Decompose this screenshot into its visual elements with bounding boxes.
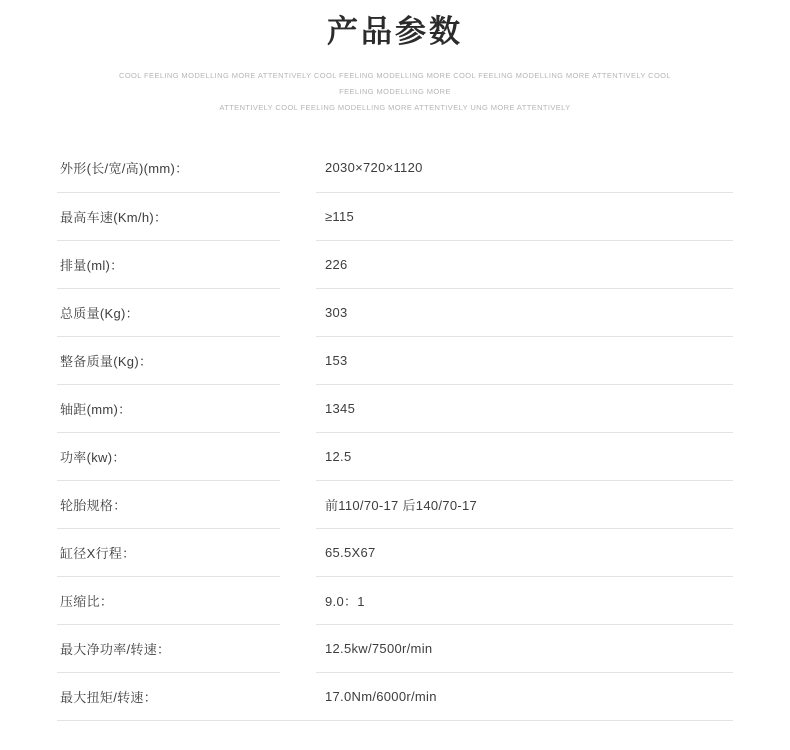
spec-value: 153 [316, 336, 733, 384]
spec-label: 轴距(mm)： [57, 384, 280, 432]
spec-value: 226 [316, 240, 733, 288]
spec-value: 12.5kw/7500r/min [316, 624, 733, 672]
page-title: 产品参数 [327, 14, 463, 50]
spec-label: 缸径X行程： [57, 528, 280, 576]
spacer-cell [280, 336, 316, 384]
spacer-cell [280, 384, 316, 432]
spec-label: 最高车速(Km/h)： [57, 192, 280, 240]
spacer-cell [280, 192, 316, 240]
spec-label: 总质量(Kg)： [57, 288, 280, 336]
table-row [57, 192, 733, 240]
spacer-cell [280, 240, 316, 288]
table-row [57, 336, 733, 384]
spacer-cell [280, 144, 316, 192]
spec-value: 9.0：1 [316, 576, 733, 624]
spec-value: 65.5X67 [316, 528, 733, 576]
spacer-cell [280, 672, 316, 720]
spec-value: 2030×720×1120 [316, 144, 733, 192]
table-row [57, 480, 733, 528]
spec-value: 12.5 [316, 432, 733, 480]
spec-value: 1345 [316, 384, 733, 432]
spec-label: 轮胎规格： [57, 480, 280, 528]
specifications-table-body [57, 144, 733, 720]
subtitle-line-2: ATTENTIVELY COOL FEELING MODELLING MORE ATTENTIVELY UNG MORE ATTENTIVELY [219, 103, 571, 112]
table-row [57, 144, 733, 192]
spec-label: 最大扭矩/转速： [57, 672, 280, 720]
spec-label: 压缩比： [57, 576, 280, 624]
spec-label: 最大净功率/转速： [57, 624, 280, 672]
table-row [57, 624, 733, 672]
spec-value: 17.0Nm/6000r/min [316, 672, 733, 720]
table-row [57, 528, 733, 576]
spec-value: 前110/70-17 后140/70-17 [316, 480, 733, 528]
spacer-cell [280, 432, 316, 480]
spacer-cell [280, 528, 316, 576]
spec-label: 整备质量(Kg)： [57, 336, 280, 384]
spacer-cell [280, 576, 316, 624]
spec-value: 303 [316, 288, 733, 336]
table-row [57, 240, 733, 288]
page-subtitle [115, 68, 675, 116]
table-row [57, 432, 733, 480]
table-row [57, 384, 733, 432]
spacer-cell [280, 480, 316, 528]
specifications-table [57, 144, 733, 721]
page-header [0, 0, 790, 116]
spec-value: ≥115 [316, 192, 733, 240]
spec-label: 功率(kw)： [57, 432, 280, 480]
spec-label: 外形(长/宽/高)(mm)： [57, 144, 280, 192]
table-row [57, 672, 733, 720]
table-row [57, 288, 733, 336]
spacer-cell [280, 624, 316, 672]
spacer-cell [280, 288, 316, 336]
spec-label: 排量(ml)： [57, 240, 280, 288]
table-row [57, 576, 733, 624]
subtitle-line-1: COOL FEELING MODELLING MORE ATTENTIVELY COOL FEELING MODELLING MORE COOL FEELING MODELLING MORE ATTENTIVELY COOL FEELING MODELLING MORE [119, 71, 671, 96]
